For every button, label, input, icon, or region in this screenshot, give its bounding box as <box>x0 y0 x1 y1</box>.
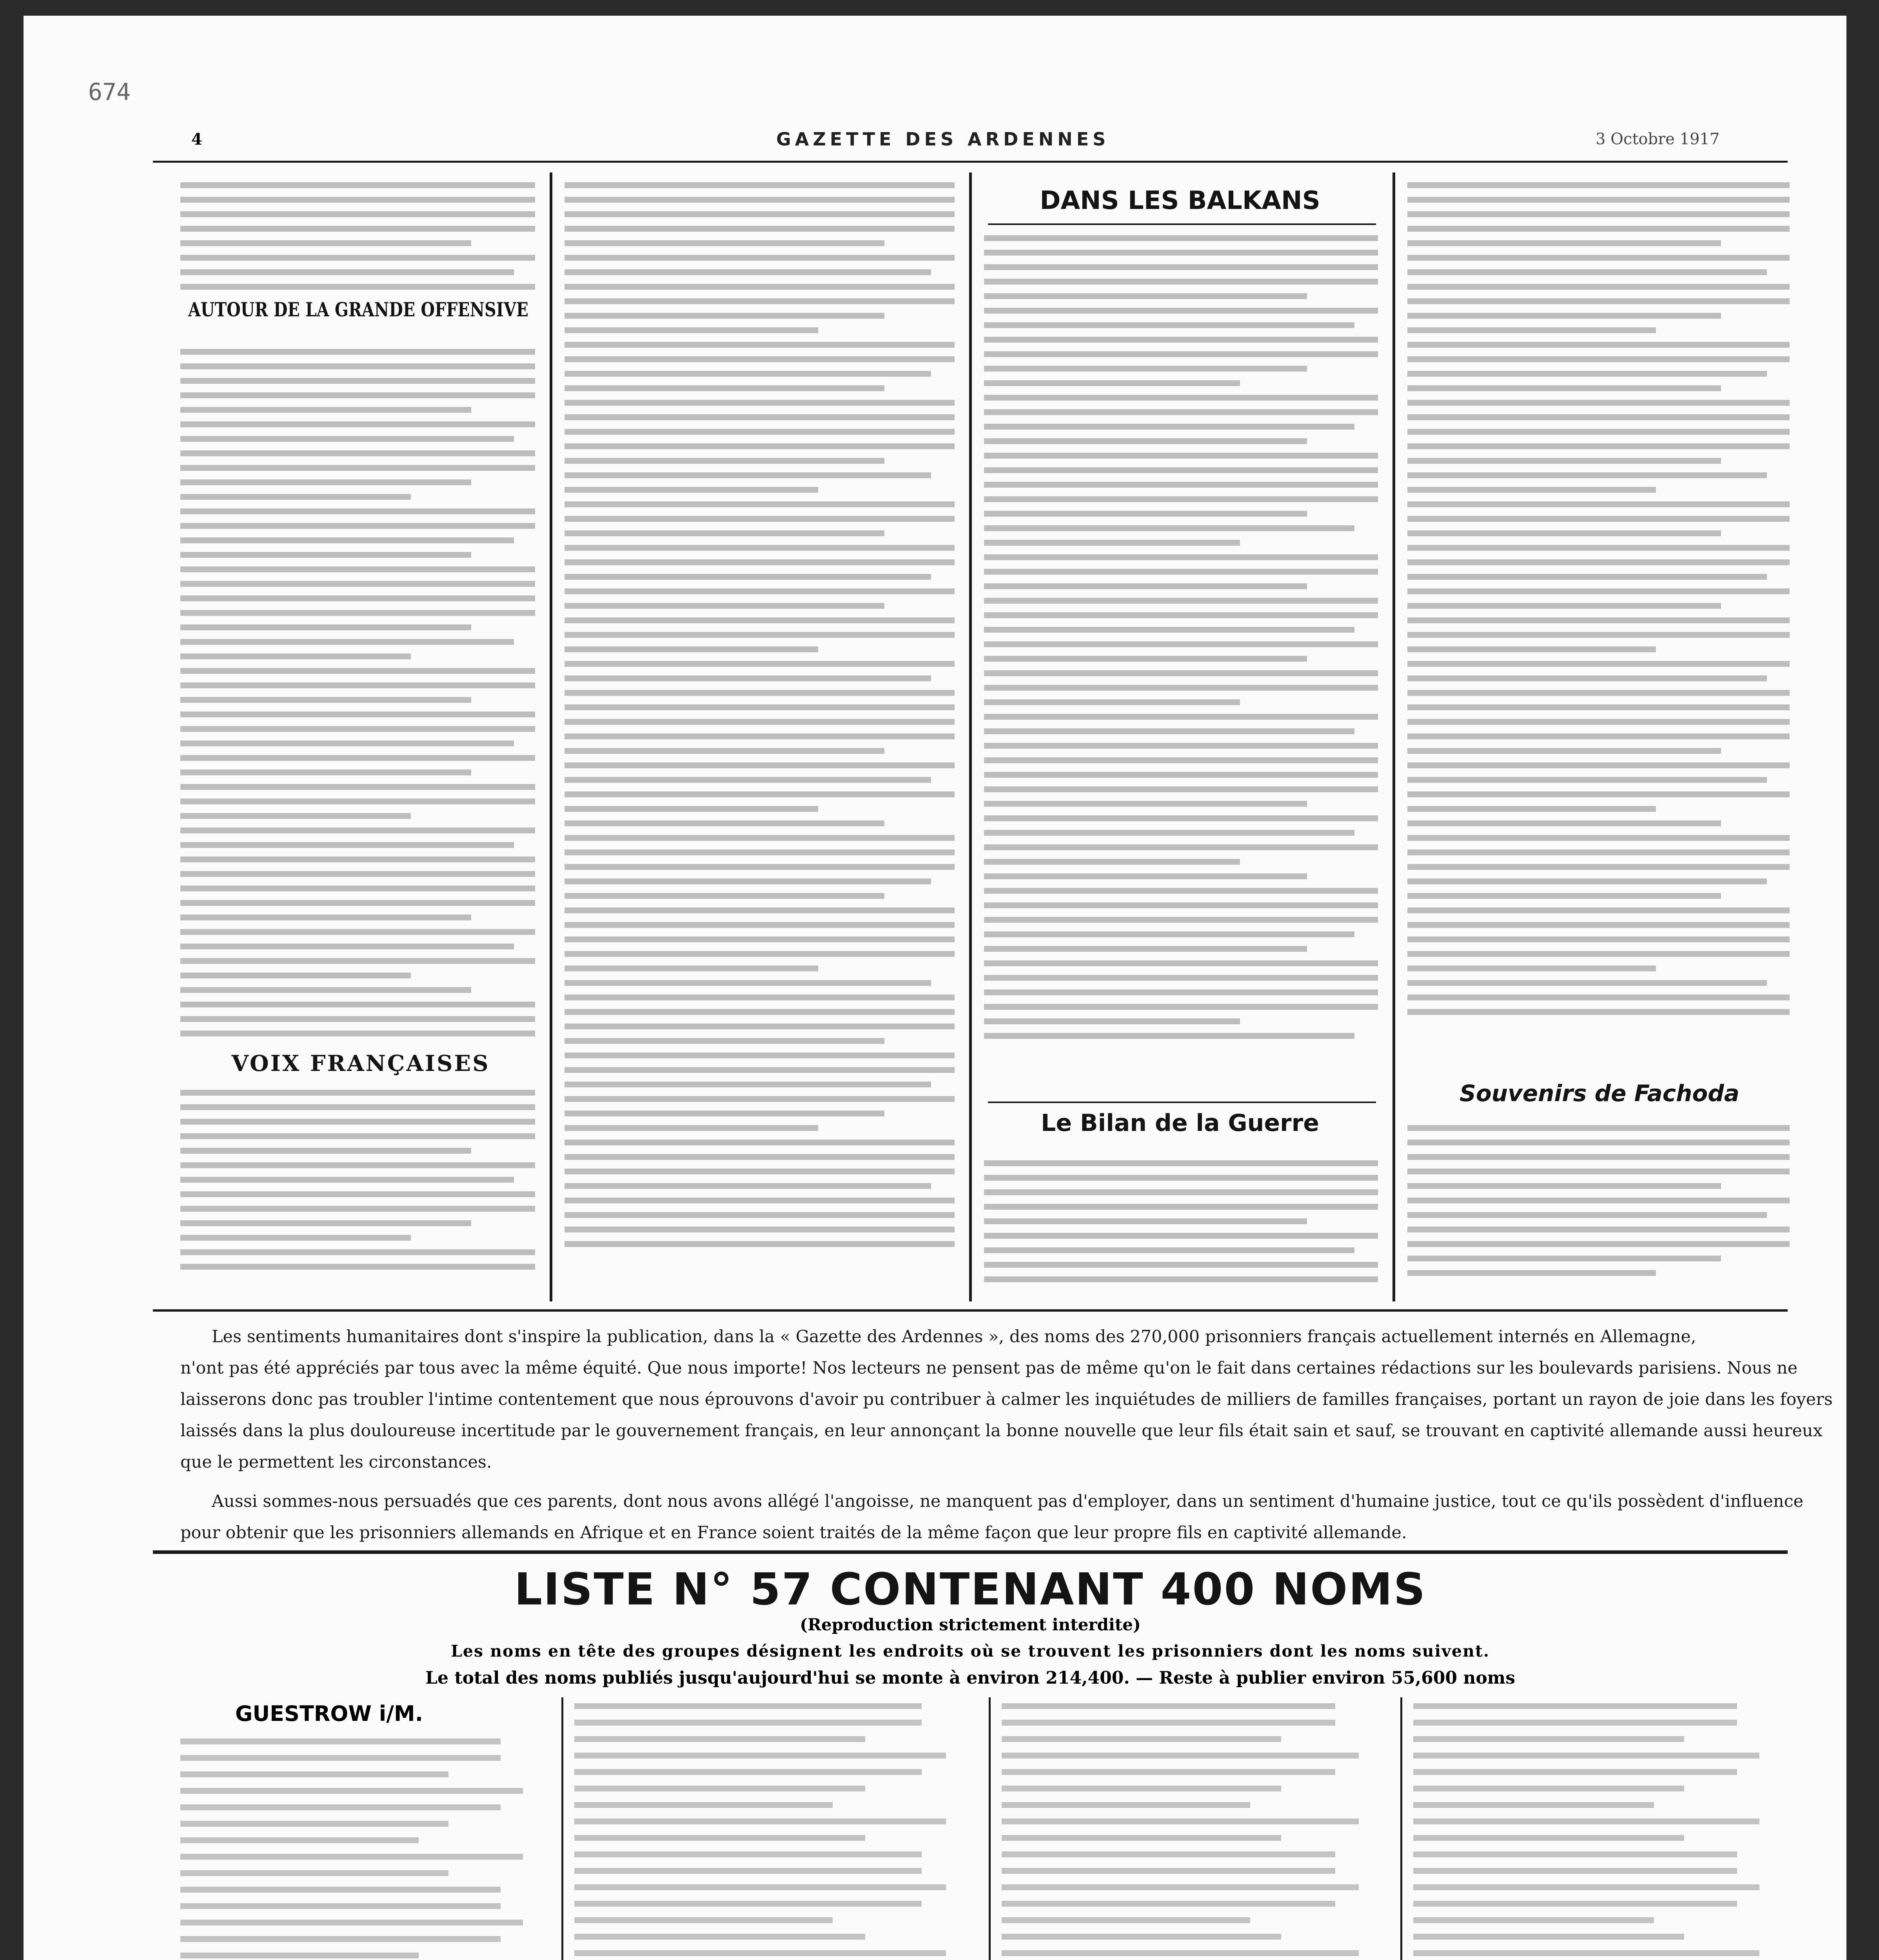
column-divider <box>969 172 972 1301</box>
article-text <box>984 235 1378 1047</box>
prisoner-names <box>1413 1703 1790 1960</box>
header-date: 3 Octobre 1917 <box>1596 130 1720 148</box>
list-divider <box>1400 1697 1402 1960</box>
notice-line: n'ont pas été appréciés par tous avec la même équité. Que nous importe! Nos lecteurs ne pensent pas de même qu'on le fait dans certaines rédactions sur les boulevards parisiens. Nous ne <box>180 1358 1798 1378</box>
notice-bottom-rule <box>153 1550 1788 1554</box>
headline-underline <box>988 223 1376 225</box>
list-note: Les noms en tête des groupes désignent les endroits où se trouvent les prisonniers dont les noms suivent. <box>450 1642 1490 1661</box>
list-divider <box>561 1697 563 1960</box>
headline-autour: AUTOUR DE LA GRANDE OFFENSIVE <box>188 298 528 321</box>
list-total: Le total des noms publiés jusqu'aujourd'hui se monte à environ 214,400. — Reste à publier environ 55,600 noms <box>425 1668 1515 1688</box>
headline-voix: VOIX FRANÇAISES <box>231 1051 490 1076</box>
article-text <box>180 1090 535 1278</box>
list-divider <box>989 1697 991 1960</box>
article-text <box>180 182 535 298</box>
section-rule <box>988 1102 1376 1103</box>
article-text <box>180 349 535 1045</box>
prisoner-names <box>574 1703 978 1960</box>
headline-balkans: DANS LES BALKANS <box>1040 186 1320 215</box>
article-text <box>565 182 955 1256</box>
column-divider <box>550 172 552 1301</box>
camp-heading: GUESTROW i/M. <box>235 1701 423 1726</box>
notice-line: Les sentiments humanitaires dont s'inspire la publication, dans la « Gazette des Ardennes », des noms des 270,000 prisonniers français actuellement internés en Allemagne, <box>212 1327 1696 1347</box>
newspaper-page <box>24 16 1846 1960</box>
column-divider <box>1392 172 1395 1301</box>
notice-top-rule <box>153 1309 1788 1312</box>
header-page-number: 4 <box>191 130 202 149</box>
notice-line: Aussi sommes-nous persuadés que ces parents, dont nous avons allégé l'angoisse, ne manquent pas d'employer, dans un sentiment d'humaine justice, tout ce qu'ils possèdent d'influence <box>212 1492 1804 1511</box>
edge-note: 674 <box>88 78 131 106</box>
notice-line: que le permettent les circonstances. <box>180 1452 492 1472</box>
prisoner-names <box>180 1739 553 1960</box>
article-text <box>1407 182 1790 1024</box>
list-title: LISTE N° 57 CONTENANT 400 NOMS <box>514 1564 1427 1615</box>
header-rule <box>153 161 1788 163</box>
headline-fachoda: Souvenirs de Fachoda <box>1460 1080 1739 1107</box>
header-title: GAZETTE DES ARDENNES <box>776 129 1110 150</box>
article-text <box>984 1160 1378 1291</box>
notice-line: pour obtenir que les prisonniers allemands en Afrique et en France soient traités de la même façon que leur propre fils en captivité allemande. <box>180 1523 1407 1543</box>
prisoner-names <box>1002 1703 1390 1960</box>
headline-bilan: Le Bilan de la Guerre <box>1041 1109 1319 1137</box>
notice-line: laissés dans la plus douloureuse incertitude par le gouvernement français, en leur annonçant la bonne nouvelle que leur fils était sain et sauf, se trouvant en captivité allemande aussi heureux <box>180 1421 1823 1441</box>
article-text <box>1407 1125 1790 1285</box>
notice-line: laisserons donc pas troubler l'intime contentement que nous éprouvons d'avoir pu contribuer à calmer les inquiétudes de milliers de familles françaises, portant un rayon de joie dans les foyers <box>180 1390 1833 1409</box>
list-subtitle: (Reproduction strictement interdite) <box>800 1615 1141 1634</box>
